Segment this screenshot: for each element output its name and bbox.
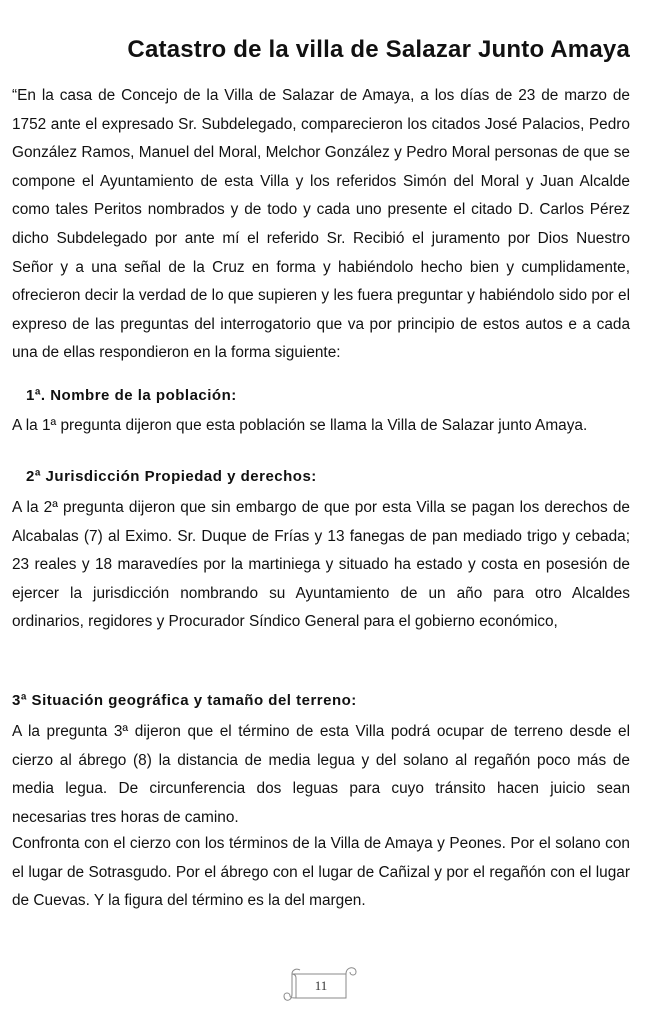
section-3-paragraph-2: Confronta con el cierzo con los términos de la Villa de Amaya y Peones. Por el solano con el lugar de Sotrasgudo. Por el ábrego con el lugar de Cañizal y por el regañón con el lugar de Cuevas. Y la figura del término es la del margen. xyxy=(12,835,630,910)
section-heading-2: 2ª Jurisdicción Propiedad y derechos: xyxy=(26,468,317,485)
section-2-paragraph-1: A la 2ª pregunta dijeron que sin embargo de que por esta Villa se pagan los derechos de Alcabalas (7) al Eximo. Sr. Duque de Frías y 13 fanegas de pan mediado trigo y cebada; 23 reales y 18 maravedíes por la martiniega y situado ha estado y costa en posesión de ejercer la jurisdicción nombrando su Ayuntamiento de un año para otro Alcaldes ordinarios, regidores y Procurador Síndico General para el gobierno económico, xyxy=(12,499,630,631)
page-title: Catastro de la villa de Salazar Junto Amaya xyxy=(127,36,630,64)
section-1-paragraph-1: A la 1ª pregunta dijeron que esta población se llama la Villa de Salazar junto Amaya. xyxy=(12,417,588,434)
section-heading-1: 1ª. Nombre de la población: xyxy=(26,387,237,404)
section-3-paragraph-1: A la pregunta 3ª dijeron que el término de esta Villa podrá ocupar de terreno desde el cierzo al ábrego (8) la distancia de media legua y del solano al regañón poco más de media legua. De circunferencia dos leguas para cuyo tránsito hacen juicio sean necesarias tres horas de camino. xyxy=(12,723,630,826)
page-number: 11 xyxy=(314,978,328,993)
page-footer xyxy=(282,960,360,1002)
intro-paragraph: “En la casa de Concejo de la Villa de Salazar de Amaya, a los días de 23 de marzo de 1752 ante el expresado Sr. Subdelegado, comparecieron los citados José Palacios, Pedro González Ramos, Manuel del Moral, Melchor González y Pedro Moral personas de que se compone el Ayuntamiento de esta Villa y los referidos Simón del Moral y Juan Alcalde como tales Peritos nombrados y de todo y cada uno presente el citado D. Carlos Pérez dicho Subdelegado por ante mí el referido Sr. Recibió el juramento por Dios Nuestro Señor y a una señal de la Cruz en forma y habiéndolo hecho bien y cumplidamente, ofrecieron decir la verdad de lo que supieren y les fuera preguntar y habiéndolo sido por el expreso de las preguntas del interrogatorio que va por principio de estos autos e a cada una de ellas respondieron en la forma siguiente: xyxy=(12,87,630,362)
section-heading-3: 3ª Situación geográfica y tamaño del terreno: xyxy=(12,692,357,709)
